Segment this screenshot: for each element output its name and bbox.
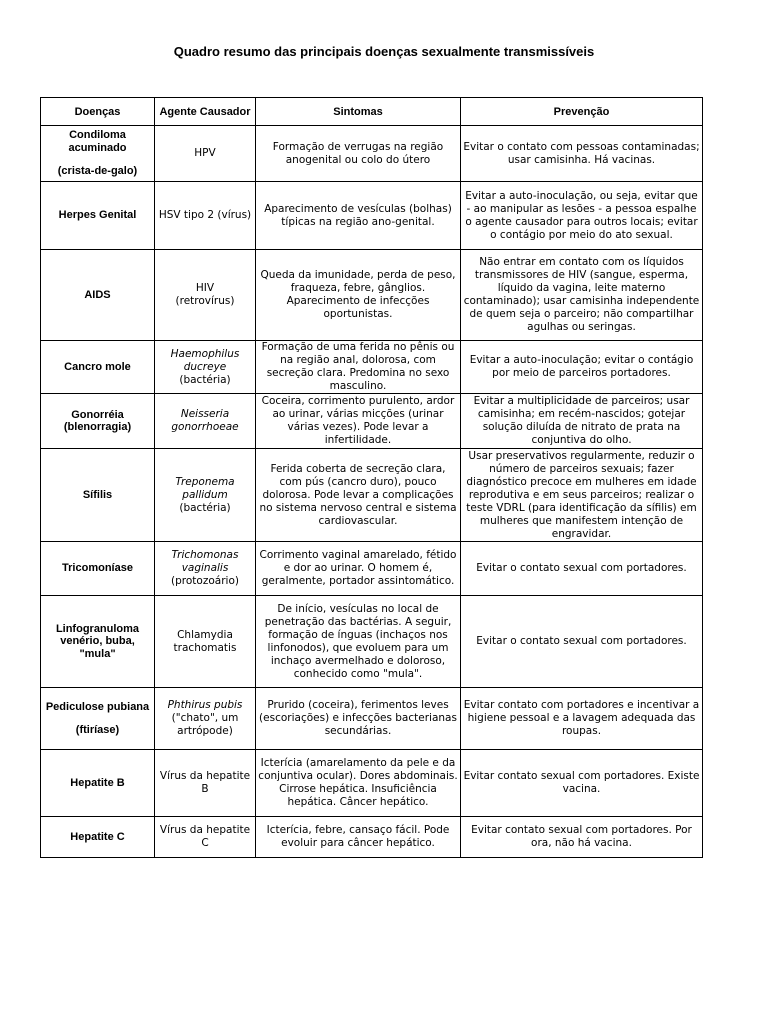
- prevention-cell: Evitar a auto-inoculação; evitar o contágio por meio de parceiros portadores.: [461, 341, 703, 394]
- agent-cell: Chlamydia trachomatis: [155, 596, 256, 688]
- agent-scientific-name: Treponema pallidum: [175, 475, 235, 501]
- agent-type: ("chato", um artrópode): [171, 712, 239, 737]
- agent-type: (protozoário): [171, 575, 239, 587]
- prevention-cell: Evitar contato sexual com portadores. Por ora, não há vacina.: [461, 817, 703, 858]
- prevention-cell: Evitar o contato com pessoas contaminadas; usar camisinha. Há vacinas.: [461, 126, 703, 182]
- table-row: [41, 182, 703, 250]
- disease-cell: [41, 126, 155, 182]
- disease-cell: Hepatite C: [41, 817, 155, 858]
- symptoms-cell: De início, vesículas no local de penetração das bactérias. A seguir, formação de ínguas (inchaços nos linfonodos), que evoluem para um inchaço avermelhado e doloroso, conhecido como "mula".: [256, 596, 461, 688]
- header-row: [41, 98, 703, 126]
- agent-scientific-name: Trichomonas vaginalis: [171, 549, 239, 574]
- table-row: [41, 596, 703, 688]
- symptoms-cell: Icterícia, febre, cansaço fácil. Pode evoluir para câncer hepático.: [256, 817, 461, 858]
- table-row: [41, 542, 703, 596]
- table-row: [41, 250, 703, 341]
- agent-cell: [155, 688, 256, 750]
- agent-scientific-name: Haemophilus ducreye: [170, 347, 240, 373]
- std-summary-table: [40, 97, 703, 858]
- agent-cell: HPV: [155, 126, 256, 182]
- symptoms-cell: Aparecimento de vesículas (bolhas) típicas na região ano-genital.: [256, 182, 461, 250]
- agent-cell: [155, 341, 256, 394]
- disease-cell: Cancro mole: [41, 341, 155, 394]
- document-title: Quadro resumo das principais doenças sexualmente transmissíveis: [173, 44, 595, 59]
- disease-cell: Herpes Genital: [41, 182, 155, 250]
- agent-cell: Vírus da hepatite C: [155, 817, 256, 858]
- agent-name: HIV: [195, 282, 215, 294]
- agent-scientific-name: Phthirus pubis: [167, 699, 243, 711]
- agent-cell: [155, 394, 256, 449]
- symptoms-cell: Icterícia (amarelamento da pele e da conjuntiva ocular). Dores abdominais. Cirrose hepática. Insuficiência hepática. Câncer hepático.: [256, 750, 461, 817]
- symptoms-cell: Formação de verrugas na região anogenital ou colo do útero: [256, 126, 461, 182]
- agent-cell: HSV tipo 2 (vírus): [155, 182, 256, 250]
- disease-alias: (crista-de-galo): [57, 165, 138, 178]
- symptoms-cell: Formação de uma ferida no pênis ou na região anal, dolorosa, com secreção clara. Predomina no sexo masculino.: [256, 341, 461, 394]
- symptoms-cell: Ferida coberta de secreção clara, com pús (cancro duro), pouco dolorosa. Pode levar a complicações no sistema nervoso central e sistema cardiovascular.: [256, 449, 461, 542]
- disease-cell: Gonorréia (blenorragia): [41, 394, 155, 449]
- disease-cell: Linfogranuloma venério, buba, "mula": [41, 596, 155, 688]
- disease-name: Pediculose pubiana: [45, 700, 150, 713]
- disease-cell: Hepatite B: [41, 750, 155, 817]
- table-row: [41, 750, 703, 817]
- agent-type: (retrovírus): [175, 295, 235, 307]
- header-disease: Doenças: [41, 98, 155, 126]
- disease-name: Condiloma acuminado: [68, 129, 127, 154]
- header-prevention: Prevenção: [461, 98, 703, 126]
- agent-cell: [155, 542, 256, 596]
- disease-alias: (ftiríase): [75, 724, 120, 736]
- prevention-cell: Evitar contato sexual com portadores. Existe vacina.: [461, 750, 703, 817]
- prevention-cell: Evitar contato com portadores e incentivar a higiene pessoal e a lavagem adequada das roupas.: [461, 688, 703, 750]
- agent-cell: [155, 449, 256, 542]
- symptoms-cell: Prurido (coceira), ferimentos leves (escoriações) e infecções bacterianas secundárias.: [256, 688, 461, 750]
- prevention-cell: Não entrar em contato com os líquidos transmissores de HIV (sangue, esperma, líquido da vagina, leite materno contaminado); usar camisinha independente de quem seja o parceiro; não compartilhar agulhas ou seringas.: [461, 250, 703, 341]
- prevention-cell: Evitar a auto-inoculação, ou seja, evitar que - ao manipular as lesões - a pessoa espalhe o agente causador para outros locais; evitar o contágio por meio do ato sexual.: [461, 182, 703, 250]
- symptoms-cell: Coceira, corrimento purulento, ardor ao urinar, várias micções (urinar várias vezes). Pode levar a infertilidade.: [256, 394, 461, 449]
- symptoms-cell: Corrimento vaginal amarelado, fétido e dor ao urinar. O homem é, geralmente, portador assintomático.: [256, 542, 461, 596]
- prevention-cell: Evitar o contato sexual com portadores.: [461, 596, 703, 688]
- header-agent: Agente Causador: [155, 98, 256, 126]
- table-row: [41, 394, 703, 449]
- prevention-cell: Evitar a multiplicidade de parceiros; usar camisinha; em recém-nascidos; gotejar solução diluída de nitrato de prata na conjuntiva do olho.: [461, 394, 703, 449]
- disease-cell: AIDS: [41, 250, 155, 341]
- symptoms-cell: Queda da imunidade, perda de peso, fraqueza, febre, gânglios. Aparecimento de infecções oportunistas.: [256, 250, 461, 341]
- table-row: [41, 126, 703, 182]
- table-row: [41, 688, 703, 750]
- disease-cell: Tricomoníase: [41, 542, 155, 596]
- header-symptoms: Sintomas: [256, 98, 461, 126]
- agent-cell: [155, 250, 256, 341]
- agent-type: (bactéria): [179, 501, 231, 514]
- agent-type: (bactéria): [179, 373, 231, 386]
- disease-cell: Sífilis: [41, 449, 155, 542]
- table-row: [41, 449, 703, 542]
- prevention-cell: Usar preservativos regularmente, reduzir o número de parceiros sexuais; fazer diagnóstico precoce em mulheres em idade reprodutiva e em seus parceiros; realizar o teste VDRL (para identificação da sífilis) em mulheres que manifestem intenção de engravidar.: [461, 449, 703, 542]
- table-row: [41, 817, 703, 858]
- agent-cell: Vírus da hepatite B: [155, 750, 256, 817]
- disease-cell: [41, 688, 155, 750]
- table-row: [41, 341, 703, 394]
- agent-scientific-name: Neisseria gonorrhoeae: [171, 408, 239, 433]
- prevention-cell: Evitar o contato sexual com portadores.: [461, 542, 703, 596]
